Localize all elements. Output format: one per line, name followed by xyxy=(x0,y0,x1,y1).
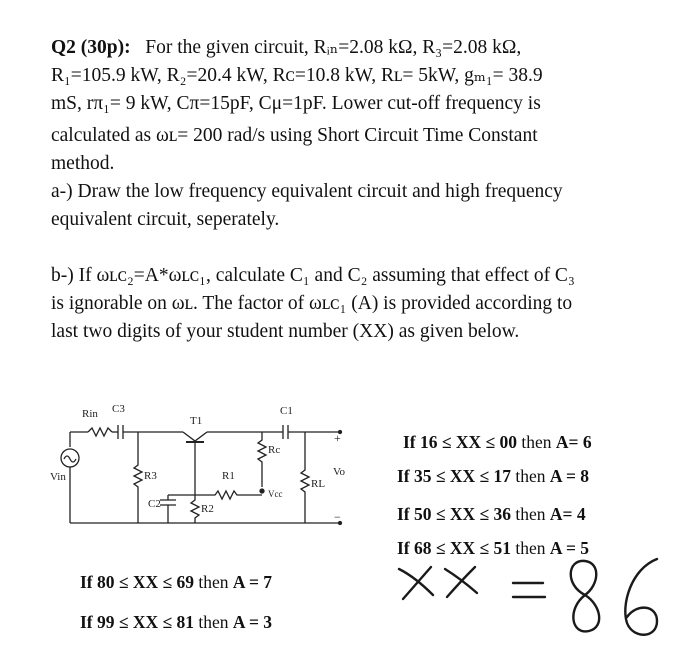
rule-condition: If 99 ≤ XX ≤ 81 xyxy=(80,612,194,632)
question-paragraph xyxy=(51,34,641,234)
handwritten-x xyxy=(399,567,433,599)
c3-capacitor xyxy=(118,425,123,439)
rule-result: A= 4 xyxy=(549,504,586,524)
question-line-3: mS, rπ₁= 9 kW, Cπ=15pF, Cμ=1pF. Lower cut-off frequency is xyxy=(51,93,541,114)
vo-label: Vo xyxy=(333,466,346,478)
sine-icon xyxy=(64,456,76,462)
rule-condition: If 80 ≤ XX ≤ 69 xyxy=(80,572,194,592)
question-line-1 xyxy=(51,34,641,62)
rule-condition: If 68 ≤ XX ≤ 51 xyxy=(397,538,511,558)
rl-label: RL xyxy=(311,478,326,490)
minus-label: − xyxy=(334,510,341,524)
question-heading: Q2 (30p): xyxy=(51,37,131,58)
vin-label: Vin xyxy=(50,471,66,483)
vcc-node xyxy=(260,489,264,493)
part-a-line-2: equivalent circuit, seperately. xyxy=(51,209,280,230)
plus-label: + xyxy=(334,431,341,445)
rule-result: A = 7 xyxy=(232,572,273,592)
handwritten-equals xyxy=(513,583,545,597)
rule-right-3: If 50 ≤ XX ≤ 36 then A= 4 xyxy=(397,504,586,524)
question-line-2: R₁=105.9 kW, R₂=20.4 kW, Rᴄ=10.8 kW, Rʟ= 5kW, gₘ₁= 38.9 xyxy=(51,65,543,86)
rc-label: Rc xyxy=(268,444,281,456)
r2-resistor xyxy=(191,495,199,523)
rule-condition: If 16 ≤ XX ≤ 00 xyxy=(403,432,517,452)
part-b-line-3: last two digits of your student number (XX) as given below. xyxy=(51,321,520,342)
c2-capacitor xyxy=(160,495,176,523)
vcc-label: Vcc xyxy=(268,489,283,499)
r1-label: R1 xyxy=(222,470,235,482)
c2-label: C2 xyxy=(148,498,161,510)
question-line-5: method. xyxy=(51,153,115,174)
c1-label: C1 xyxy=(280,405,293,417)
rule-right-1: If 16 ≤ XX ≤ 00 then A= 6 xyxy=(403,432,592,452)
rule-right-2: If 35 ≤ XX ≤ 17 then A = 8 xyxy=(397,466,590,486)
r2-label: R2 xyxy=(201,503,214,515)
circuit-diagram xyxy=(0,395,370,545)
rl-resistor xyxy=(301,432,309,523)
rule-condition: If 50 ≤ XX ≤ 36 xyxy=(397,504,511,524)
rc-resistor xyxy=(258,432,266,487)
handwritten-x xyxy=(445,567,477,597)
c3-label: C3 xyxy=(112,403,125,415)
handwritten-6 xyxy=(625,559,657,635)
rule-right-4: If 68 ≤ XX ≤ 51 then A = 5 xyxy=(397,538,590,558)
rin-resistor xyxy=(88,428,112,436)
part-b-line-1: b-) If ωʟᴄ₂=A*ωʟᴄ₁, calculate C₁ and C₂ assuming that effect of C₃ xyxy=(51,265,575,286)
rule-result: A= 6 xyxy=(555,432,592,452)
part-b-line-2: is ignorable on ωʟ. The factor of ωʟᴄ₁ (A) is provided according to xyxy=(51,293,573,314)
rule-left-2: If 99 ≤ XX ≤ 81 then A = 3 xyxy=(80,612,273,632)
rule-left-1: If 80 ≤ XX ≤ 69 then A = 7 xyxy=(80,572,273,592)
c1-capacitor xyxy=(283,425,288,439)
handwritten-answer xyxy=(395,555,675,645)
r3-resistor xyxy=(134,432,142,523)
r3-label: R3 xyxy=(144,470,157,482)
part-b-paragraph xyxy=(51,262,641,346)
rule-condition: If 35 ≤ XX ≤ 17 xyxy=(397,466,511,486)
r1-resistor xyxy=(195,491,262,499)
question-line-4: calculated as ωʟ= 200 rad/s using Short Circuit Time Constant xyxy=(51,125,538,146)
t1-label: T1 xyxy=(190,415,203,427)
handwritten-8 xyxy=(571,561,599,632)
rule-result: A = 3 xyxy=(232,612,273,632)
t1-transistor xyxy=(183,432,207,441)
part-a-line-1: a-) Draw the low frequency equivalent circuit and high frequency xyxy=(51,181,563,202)
question-text: For the given circuit, Rᵢₙ=2.08 kΩ, R₃=2.08 kΩ, xyxy=(145,37,522,58)
rin-label: Rin xyxy=(82,408,98,420)
rule-result: A = 5 xyxy=(549,538,590,558)
rule-result: A = 8 xyxy=(549,466,590,486)
